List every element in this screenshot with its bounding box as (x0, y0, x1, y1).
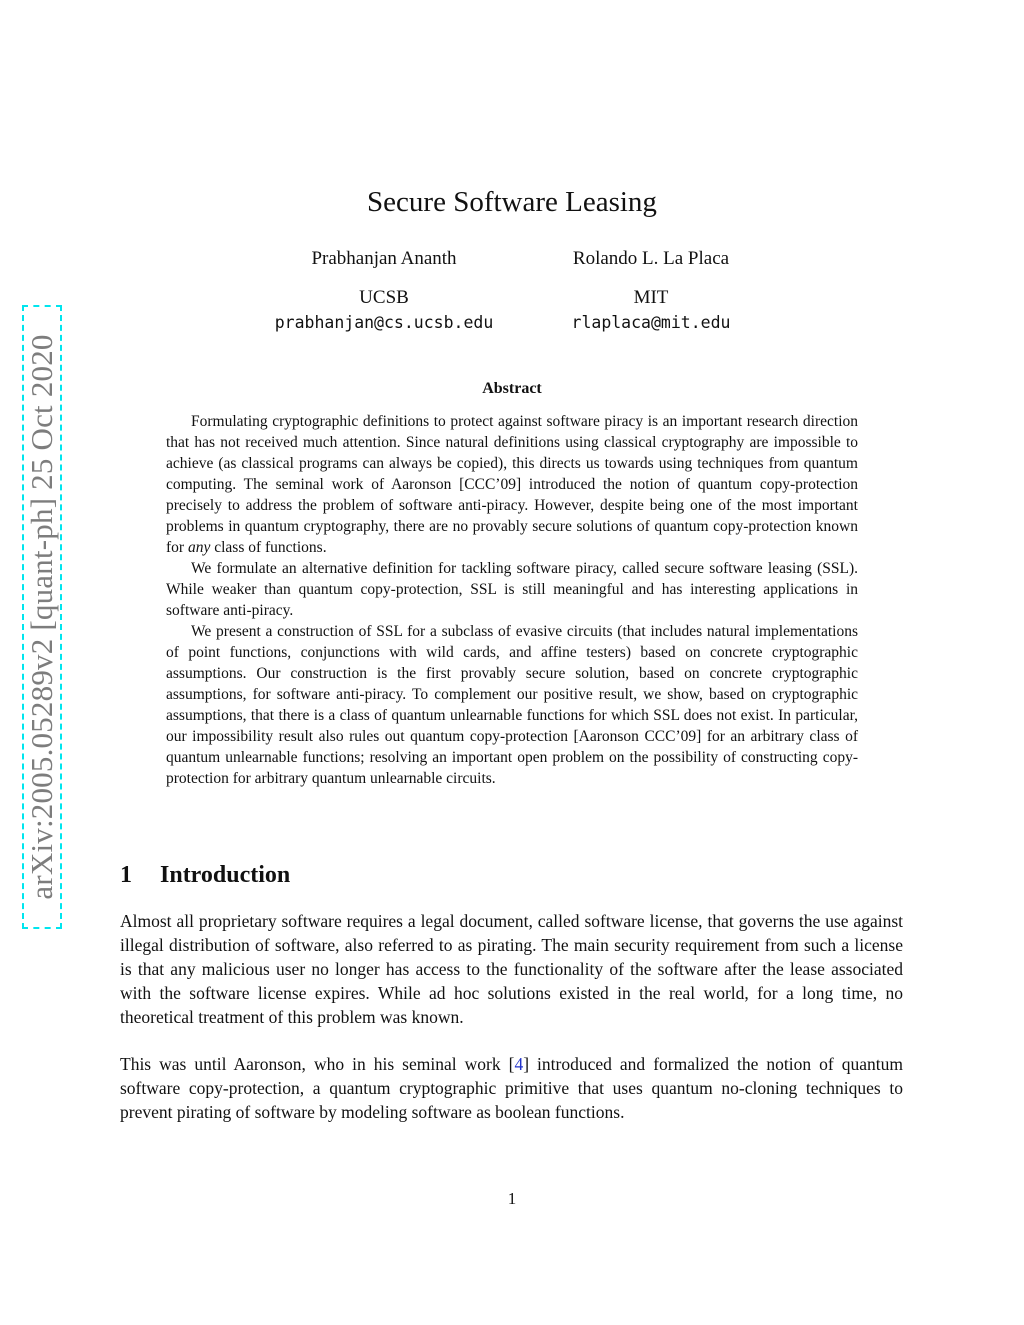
abstract-heading: Abstract (482, 380, 542, 397)
author-email: prabhanjan@cs.ucsb.edu (274, 313, 494, 332)
citation-link[interactable]: 4 (514, 1054, 524, 1074)
author-block (234, 248, 534, 334)
body-paragraph (120, 1052, 903, 1124)
abstract-emphasis: any (187, 539, 211, 556)
arxiv-stamp (22, 305, 62, 929)
section-heading (120, 862, 290, 889)
author-name: Prabhanjan Ananth (311, 248, 457, 269)
abstract-paragraph (166, 411, 858, 558)
body-paragraph: Almost all proprietary software requires a legal document, called software license, that governs the use against illegal distribution of software, also referred to as pirating. The main security requirement from such a license is that any malicious user no longer has access to the functionality of the software after the lease associated with the software license expires. While ad hoc solutions existed in the real world, for a long time, no theoretical treatment of this problem was known. (120, 911, 903, 1027)
author-name: Rolando L. La Placa (572, 248, 730, 269)
section-number: 1 (120, 862, 132, 888)
author-affiliation: MIT (633, 287, 669, 308)
author-block (501, 248, 801, 334)
page-number: 1 (507, 1189, 517, 1208)
arxiv-identifier: arXiv:2005.05289v2 [quant-ph] 25 Oct 2020 (24, 334, 59, 900)
abstract-text: class of functions. (210, 539, 327, 556)
abstract (166, 411, 858, 789)
author-affiliation: UCSB (359, 287, 409, 308)
author-email: rlaplaca@mit.edu (571, 313, 731, 332)
abstract-text: Formulating cryptographic definitions to protect against software piracy is an important research direction that has not received much attention. Since natural definitions using classical cryptography are impossible to achieve (as classical programs can always be copied), this directs us towards using techniques from quantum computing. The seminal work of Aaronson [CCC’09] introduced the notion of quantum copy-protection precisely to address the problem of software anti-piracy. However, despite being one of the most important problems in quantum cryptography, there are no provably secure solutions of quantum copy-protection known for (166, 413, 858, 556)
section-title: Introduction (160, 862, 291, 888)
abstract-paragraph: We formulate an alternative definition for tackling software piracy, called secure software leasing (SSL). While weaker than quantum copy-protection, SSL is still meaningful and has interesting applications in software anti-piracy. (166, 560, 858, 619)
body-text: ] introduced and formalized the notion of quantum software copy-protection, a quantum cryptographic primitive that uses quantum no-cloning techniques to prevent pirating of software by modeling software as boolean functions. (120, 1054, 903, 1122)
abstract-paragraph: We present a construction of SSL for a subclass of evasive circuits (that includes natural implementations of point functions, conjunctions with wild cards, and affine testers) based on concrete cryptographic assumptions. Our construction is the first provably secure solution, based on concrete cryptographic assumptions, for software anti-piracy. To complement our positive result, we show, based on cryptographic assumptions, that there is a class of quantum unlearnable functions for which SSL does not exist. In particular, our impossibility result also rules out quantum copy-protection [Aaronson CCC’09] for an arbitrary class of quantum unlearnable functions; resolving an important open problem on the possibility of constructing copy-protection for arbitrary quantum unlearnable circuits. (166, 623, 858, 787)
paper-title: Secure Software Leasing (367, 186, 657, 218)
body-text: This was until Aaronson, who in his seminal work [ (120, 1054, 515, 1074)
